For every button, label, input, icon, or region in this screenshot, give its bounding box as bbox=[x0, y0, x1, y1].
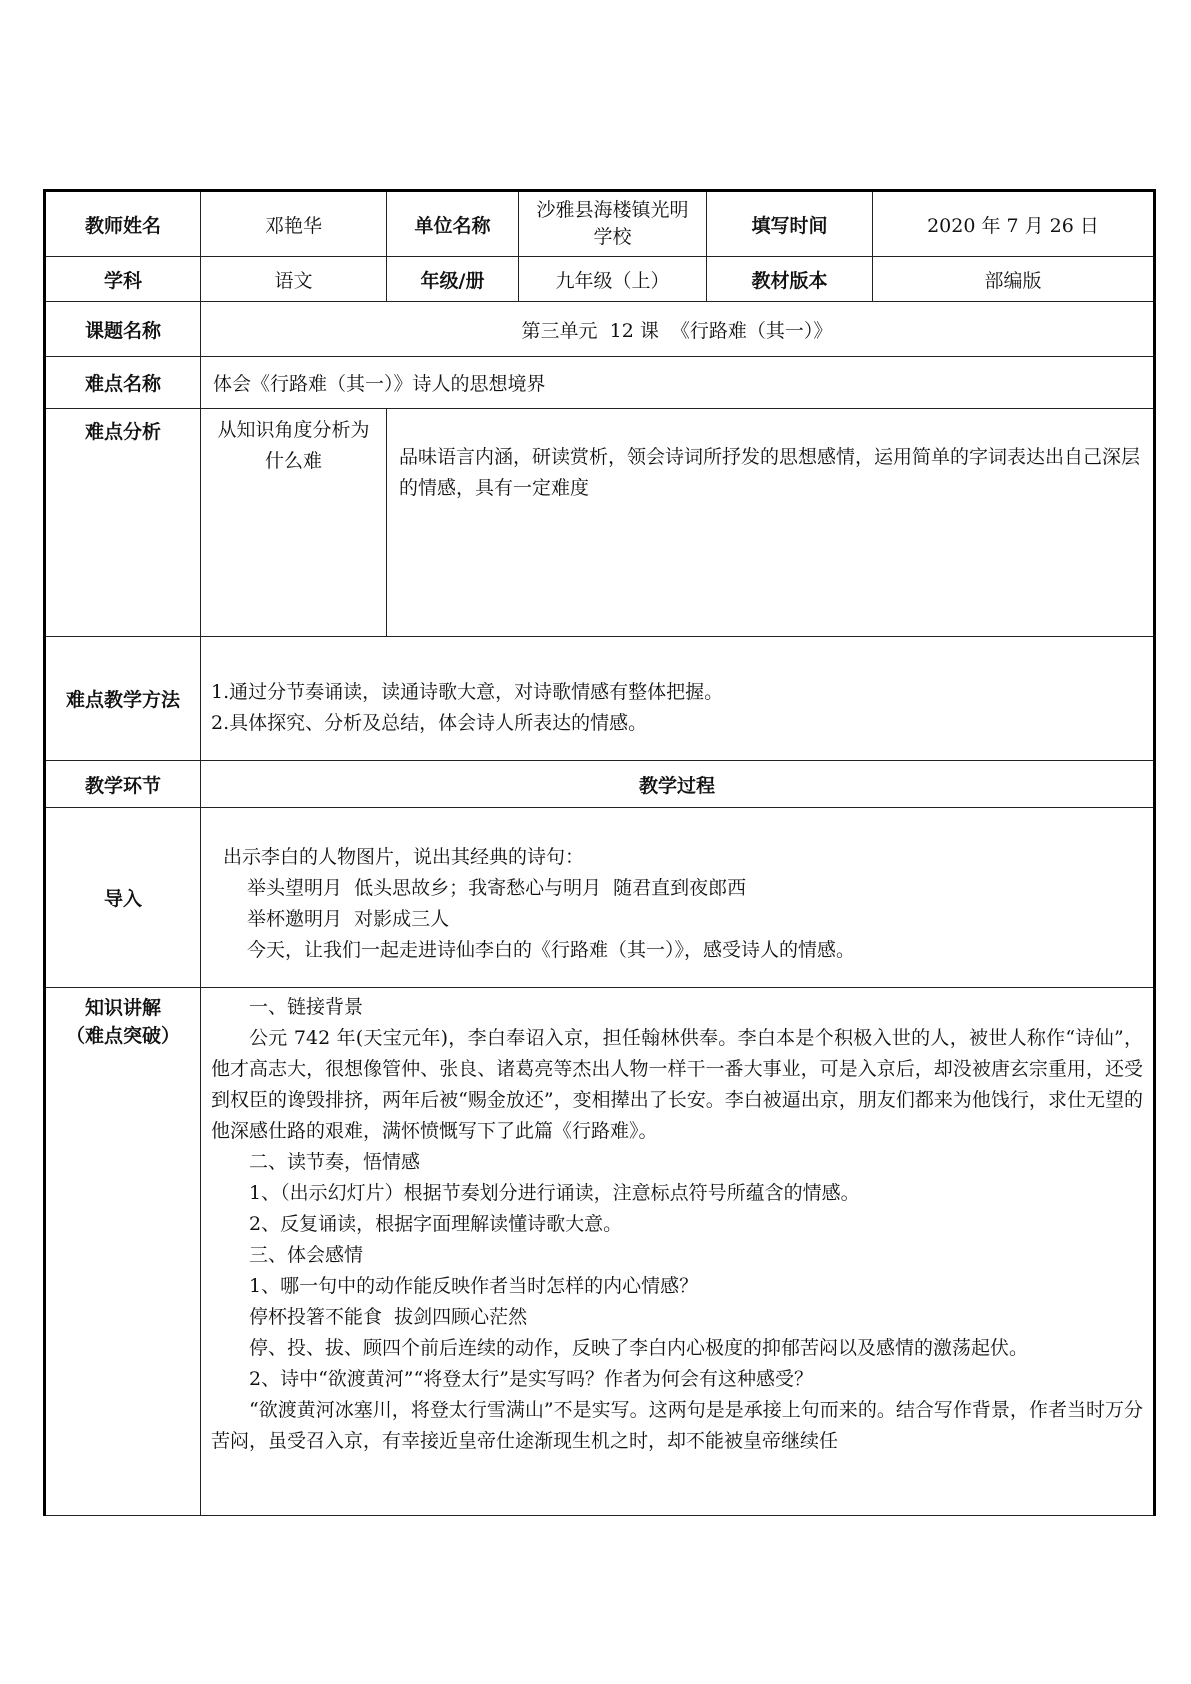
teacher-label: 教师姓名 bbox=[45, 191, 201, 257]
unit-value: 沙雅县海楼镇光明学校 bbox=[519, 191, 707, 257]
knowledge-label-line-1: 知识讲解 bbox=[84, 997, 161, 1019]
knowledge-label bbox=[45, 988, 201, 1516]
knowledge-paragraph: “欲渡黄河冰塞川，将登太行雪满山”不是实写。这两句是是承接上句而来的。结合写作背景，作者当时万分苦闷，虽受召入京，有幸接近皇帝仕途渐现生机之时，却不能被皇帝继续任 bbox=[211, 1399, 1143, 1452]
method-content bbox=[201, 637, 1155, 761]
process-header-row bbox=[45, 761, 1155, 808]
info-row-1 bbox=[45, 191, 1155, 257]
knowledge-paragraph: 2、反复诵读，根据字面理解读懂诗歌大意。 bbox=[249, 1213, 623, 1235]
knowledge-content bbox=[201, 988, 1155, 1516]
knowledge-paragraph: 二、读节奏，悟情感 bbox=[249, 1151, 421, 1173]
intro-line-1: 出示李白的人物图片，说出其经典的诗句： bbox=[223, 846, 585, 868]
knowledge-paragraph: 2、诗中“欲渡黄河”“将登太行”是实写吗？作者为何会有这种感受？ bbox=[249, 1368, 813, 1390]
grade-label: 年级/册 bbox=[387, 257, 519, 302]
intro-label: 导入 bbox=[45, 808, 201, 988]
edition-value: 部编版 bbox=[873, 257, 1155, 302]
method-label: 难点教学方法 bbox=[45, 637, 201, 761]
teacher-value: 邓艳华 bbox=[201, 191, 387, 257]
intro-line-2: 举头望明月 低头思故乡；我寄愁心与明月 随君直到夜郎西 bbox=[247, 877, 747, 899]
knowledge-paragraph: 停、投、拔、顾四个前后连续的动作，反映了李白内心极度的抑郁苦闷以及感情的激荡起伏。 bbox=[249, 1337, 1029, 1359]
knowledge-paragraph: 一、链接背景 bbox=[249, 996, 364, 1018]
edition-label: 教材版本 bbox=[707, 257, 873, 302]
intro-row bbox=[45, 808, 1155, 988]
date-value: 2020 年 7 月 26 日 bbox=[873, 191, 1155, 257]
intro-line-3: 举杯邀明月 对影成三人 bbox=[247, 908, 450, 930]
info-row-2 bbox=[45, 257, 1155, 302]
analysis-row bbox=[45, 409, 1155, 637]
knowledge-paragraph: 公元 742 年(天宝元年)，李白奉诏入京，担任翰林供奉。李白本是个积极入世的人，被世人称作“诗仙”，他才高志大，很想像管仲、张良、诸葛亮等杰出人物一样干一番大事业，可是入京后，却没被唐玄宗重用，还受到权臣的谗毁排挤，两年后被“赐金放还”，变相撵出了长安。李白被逼出京，朋友们都来为他饯行，求仕无望的他深感仕路的艰难，满怀愤慨写下了此篇《行路难》。 bbox=[211, 1027, 1143, 1142]
knowledge-label-line-2: （难点突破） bbox=[65, 1025, 180, 1047]
knowledge-row bbox=[45, 988, 1155, 1516]
intro-content bbox=[201, 808, 1155, 988]
analysis-sub-label: 从知识角度分析为什么难 bbox=[201, 409, 387, 637]
grade-value: 九年级（上） bbox=[519, 257, 707, 302]
topic-value: 第三单元 12 课 《行路难（其一）》 bbox=[201, 302, 1155, 357]
intro-line-4: 今天，让我们一起走进诗仙李白的《行路难（其一）》，感受诗人的情感。 bbox=[247, 939, 856, 961]
difficulty-label: 难点名称 bbox=[45, 357, 201, 409]
topic-label: 课题名称 bbox=[45, 302, 201, 357]
method-row bbox=[45, 637, 1155, 761]
process-label: 教学过程 bbox=[201, 761, 1155, 808]
knowledge-paragraph: 1、（出示幻灯片）根据节奏划分进行诵读，注意标点符号所蕴含的情感。 bbox=[249, 1182, 860, 1204]
stage-label: 教学环节 bbox=[45, 761, 201, 808]
knowledge-paragraph: 三、体会感情 bbox=[249, 1244, 364, 1266]
analysis-label: 难点分析 bbox=[45, 409, 201, 637]
knowledge-paragraph: 1、哪一句中的动作能反映作者当时怎样的内心情感？ bbox=[249, 1275, 699, 1297]
method-line-1: 1.通过分节奏诵读，读通诗歌大意，对诗歌情感有整体把握。 bbox=[211, 681, 724, 703]
lesson-plan-table bbox=[43, 189, 1156, 1516]
subject-value: 语文 bbox=[201, 257, 387, 302]
analysis-value: 品味语言内涵，研读赏析，领会诗词所抒发的思想感情，运用简单的字词表达出自己深层的情感，具有一定难度 bbox=[387, 409, 1155, 637]
subject-label: 学科 bbox=[45, 257, 201, 302]
date-label: 填写时间 bbox=[707, 191, 873, 257]
difficulty-value: 体会《行路难（其一）》诗人的思想境界 bbox=[201, 357, 1155, 409]
topic-row bbox=[45, 302, 1155, 357]
difficulty-row bbox=[45, 357, 1155, 409]
method-line-2: 2.具体探究、分析及总结，体会诗人所表达的情感。 bbox=[211, 712, 648, 734]
knowledge-paragraph: 停杯投箸不能食 拔剑四顾心茫然 bbox=[249, 1306, 528, 1328]
unit-label: 单位名称 bbox=[387, 191, 519, 257]
